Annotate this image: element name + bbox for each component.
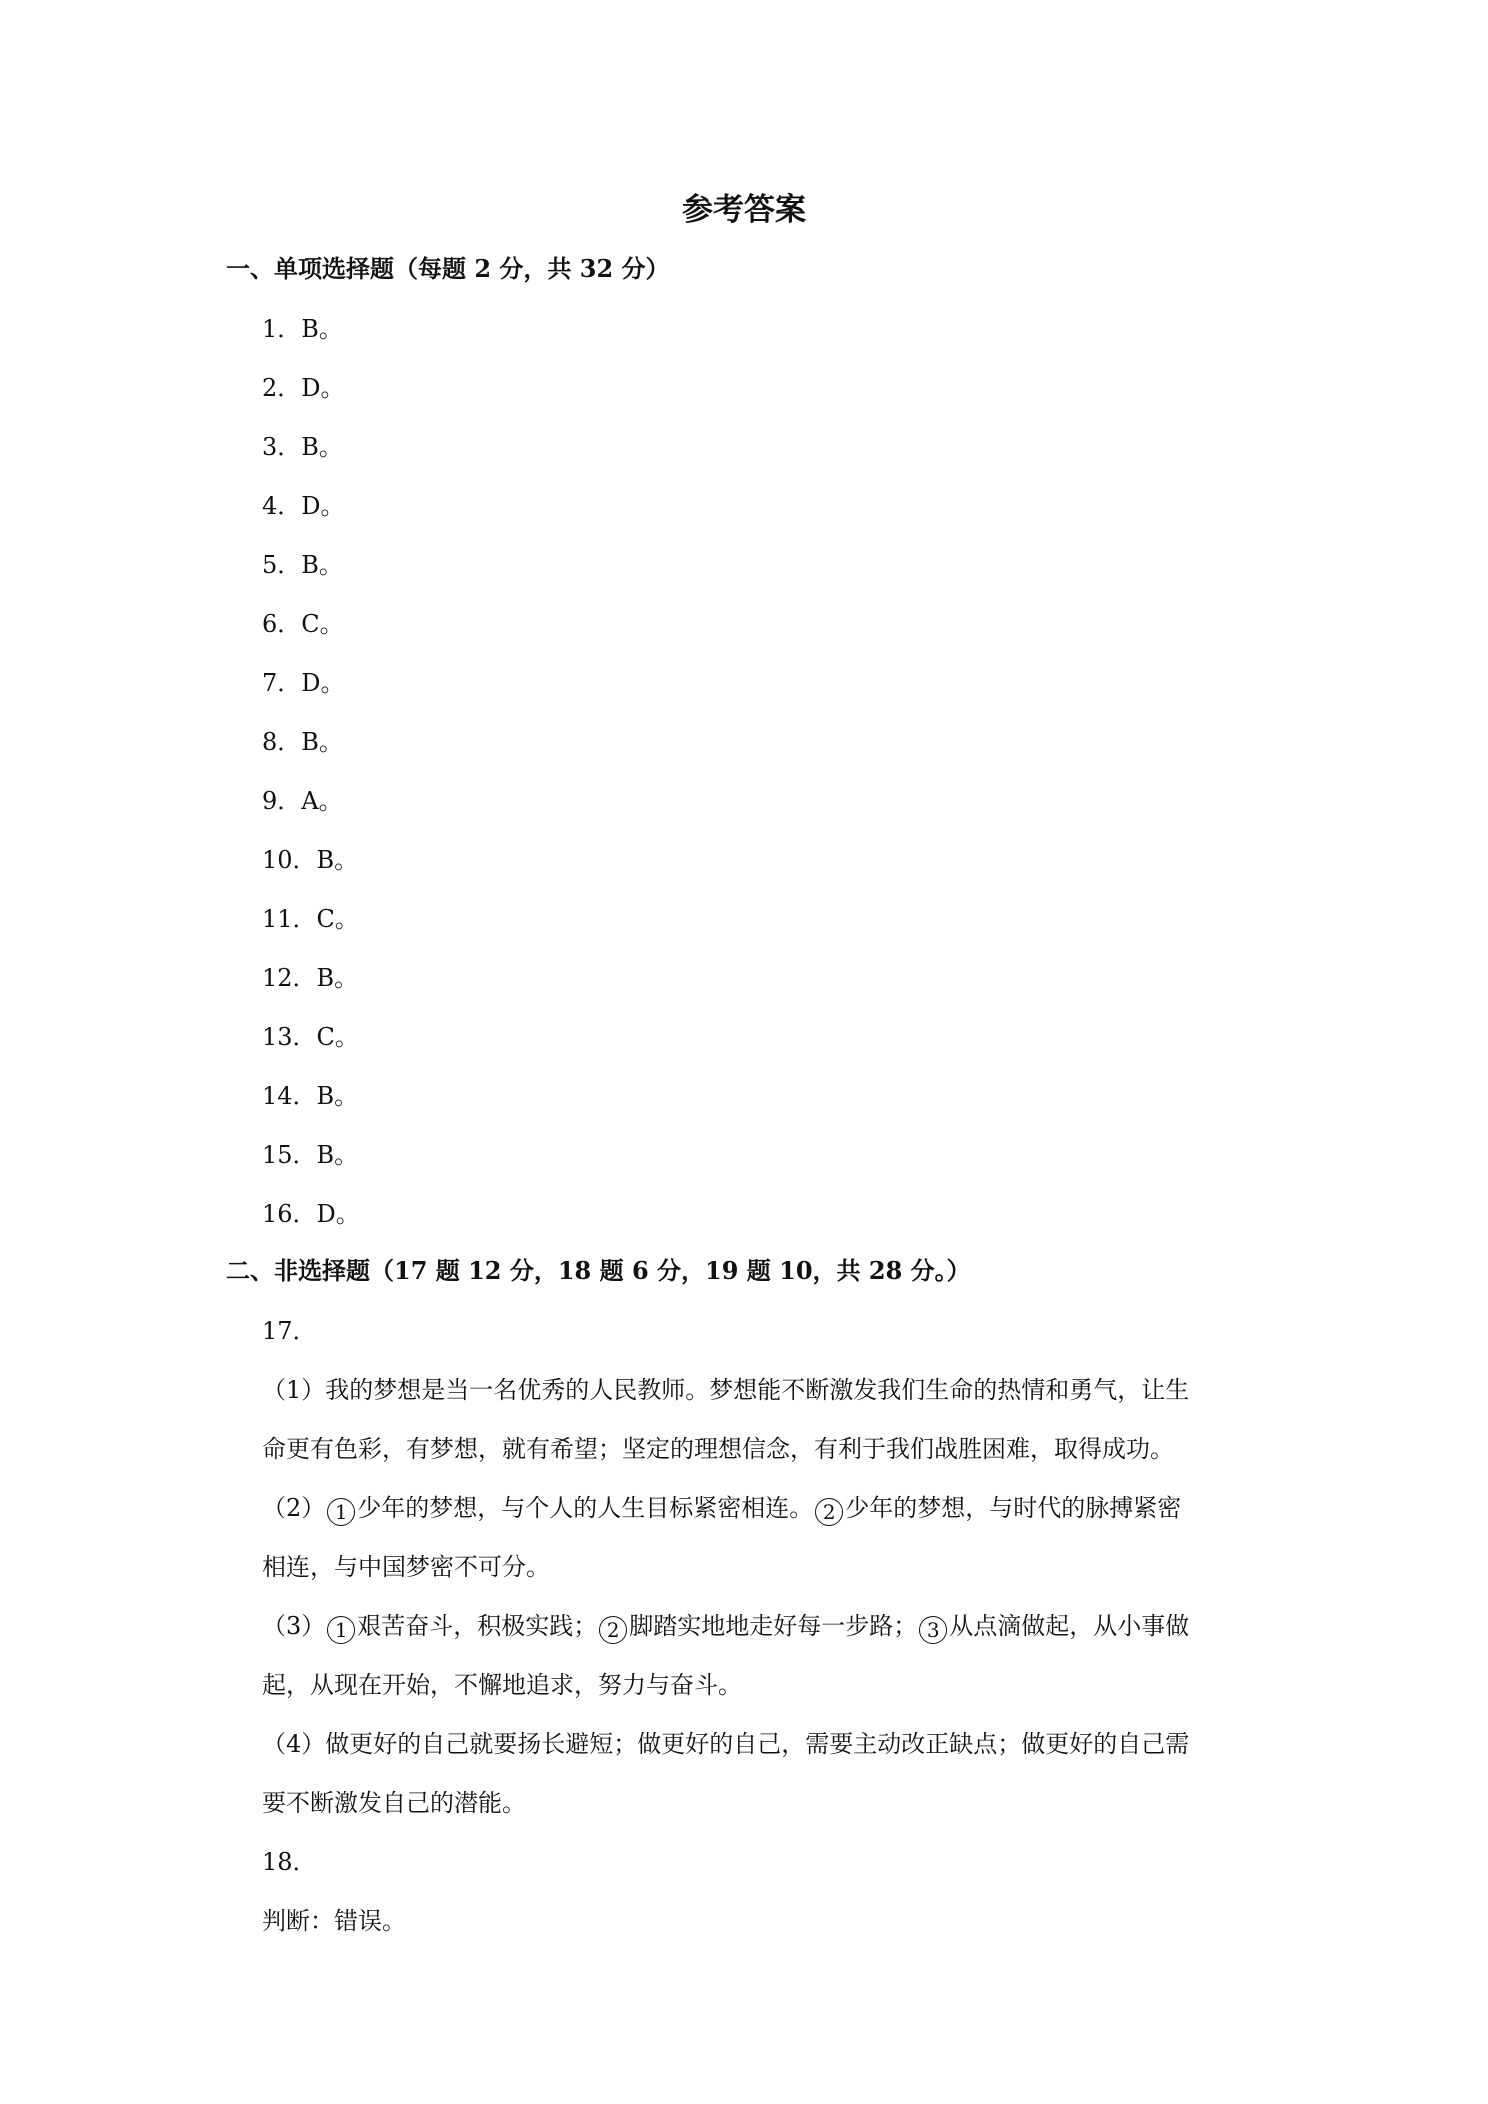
q17-part-3-line-1 [262,1609,1189,1644]
q17-part-2-prefix: （2） [262,1494,326,1522]
circled-number-3-marker: 3 [919,1616,947,1644]
section-heading-multiple-choice: 一、单项选择题（每题 2 分，共 32 分） [226,254,670,283]
q17-part-2-point-2: 少年的梦想，与时代的脉搏紧密 [845,1494,1182,1522]
q17-part-3-line-2: 起，从现在开始，不懈地追求，努力与奋斗。 [262,1671,742,1699]
answer-item: 10．B。 [262,846,359,874]
answer-item: 2．D。 [262,374,345,402]
q17-part-2-line-2: 相连，与中国梦密不可分。 [262,1553,550,1581]
circled-number-2-marker: 2 [815,1498,843,1526]
answer-item: 12．B。 [262,964,359,992]
answer-item: 7．D。 [262,669,345,697]
circled-number-2-marker: 2 [599,1616,627,1644]
answer-item: 9．A。 [262,787,343,815]
answer-item: 6．C。 [262,610,344,638]
answer-item: 5．B。 [262,551,343,579]
q18-judgement: 判断：错误。 [262,1907,406,1935]
page-title: 参考答案 [682,192,806,228]
answer-item: 16．D。 [262,1200,360,1228]
q17-part-1-line-2: 命更有色彩，有梦想，就有希望；坚定的理想信念，有利于我们战胜困难，取得成功。 [262,1435,1174,1463]
circled-number-1-marker: 1 [327,1616,355,1644]
question-number-17: 17． [262,1317,317,1345]
answer-item: 1．B。 [262,315,343,343]
q17-part-2-point-1: 少年的梦想，与个人的人生目标紧密相连。 [357,1494,814,1522]
answer-item: 13．C。 [262,1023,359,1051]
q17-part-3-point-3: 从点滴做起，从小事做 [949,1612,1190,1640]
q17-part-3-prefix: （3） [262,1612,326,1640]
q17-part-3-point-2: 脚踏实地地走好每一步路； [629,1612,918,1640]
answer-item: 11．C。 [262,905,359,933]
answer-item: 4．D。 [262,492,345,520]
circled-number-1-marker: 1 [327,1498,355,1526]
answer-item: 8．B。 [262,728,343,756]
q17-part-4-line-1: （4）做更好的自己就要扬长避短；做更好的自己，需要主动改正缺点；做更好的自己需 [262,1730,1190,1758]
question-number-18: 18． [262,1848,317,1876]
answer-item: 14．B。 [262,1082,359,1110]
q17-part-2-line-1 [262,1491,1181,1526]
answer-item: 15．B。 [262,1141,359,1169]
q17-part-3-point-1: 艰苦奋斗，积极实践； [357,1612,598,1640]
section-heading-non-choice: 二、非选择题（17 题 12 分，18 题 6 分，19 题 10，共 28 分。） [226,1256,971,1285]
answer-item: 3．B。 [262,433,343,461]
q17-part-4-line-2: 要不断激发自己的潜能。 [262,1789,526,1817]
q17-part-1-line-1: （1）我的梦想是当一名优秀的人民教师。梦想能不断激发我们生命的热情和勇气，让生 [262,1376,1190,1404]
